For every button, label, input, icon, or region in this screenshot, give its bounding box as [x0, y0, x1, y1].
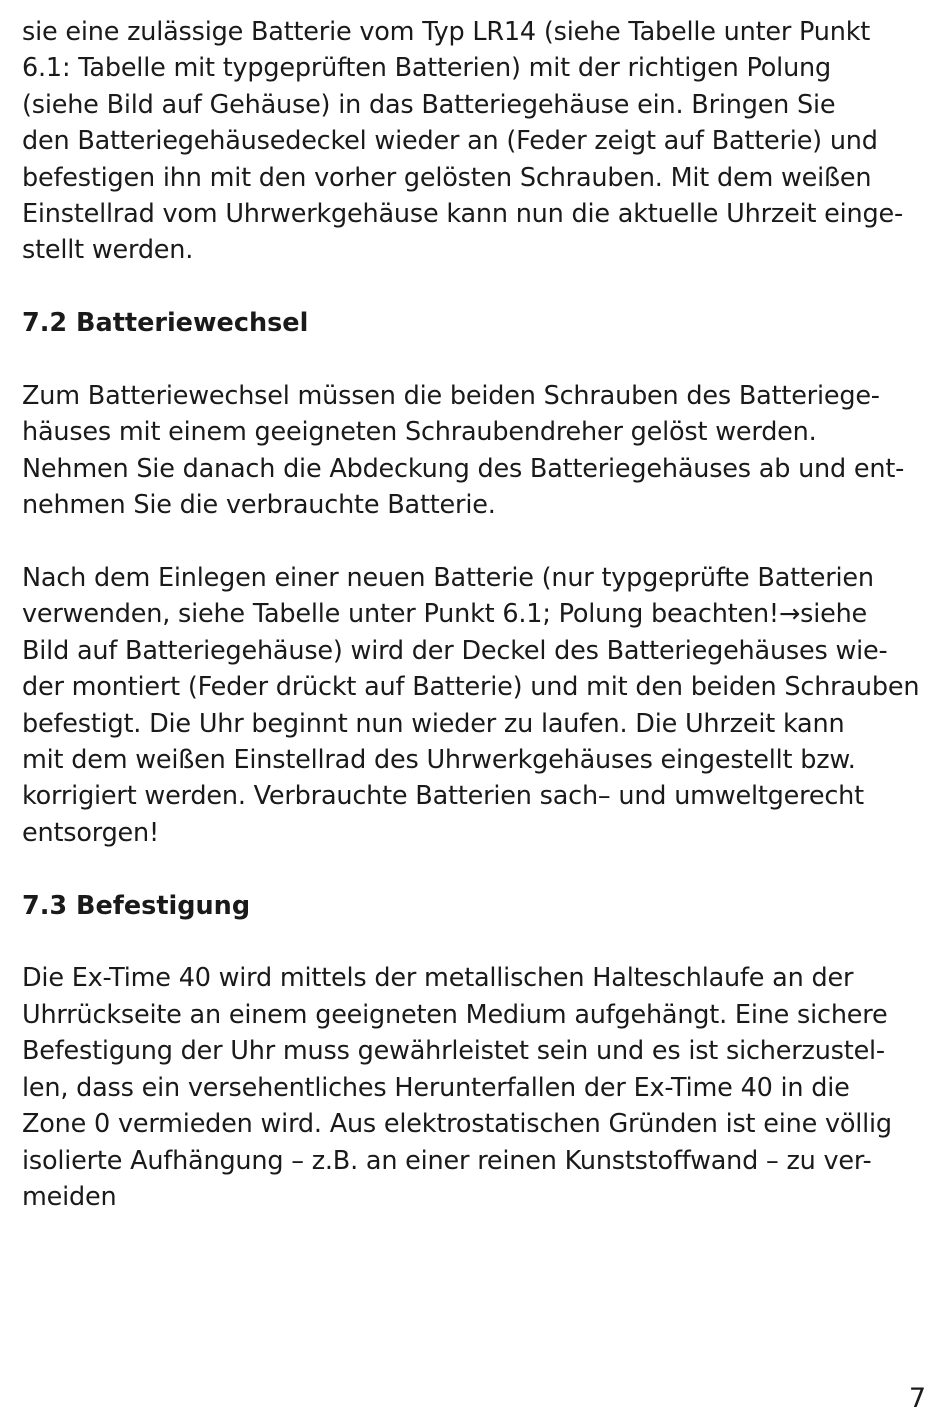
- text-line: Zum Batteriewechsel müssen die beiden Schrauben des Batteriege-: [22, 381, 880, 412]
- text-line: entsorgen!: [22, 817, 160, 848]
- text-line: Nehmen Sie danach die Abdeckung des Batteriegehäuses ab und ent-: [22, 453, 905, 484]
- text-line: stellt werden.: [22, 235, 194, 266]
- text-line: verwenden, siehe Tabelle unter Punkt 6.1; Polung beachten!→siehe: [22, 599, 868, 630]
- text-line: den Batteriegehäusedeckel wieder an (Feder zeigt auf Batterie) und: [22, 126, 878, 157]
- text-line: Bild auf Batteriegehäuse) wird der Deckel des Batteriegehäuses wie-: [22, 635, 888, 666]
- section-heading-battery-change: 7.2 Batteriewechsel: [22, 308, 309, 339]
- text-line: 6.1: Tabelle mit typgeprüften Batterien) mit der richtigen Polung: [22, 53, 831, 84]
- text-line: isolierte Aufhängung – z.B. an einer reinen Kunststoffwand – zu ver-: [22, 1145, 872, 1176]
- spacer: [22, 924, 937, 960]
- text-line: der montiert (Feder drückt auf Batterie) und mit den beiden Schrauben: [22, 672, 920, 703]
- spacer: [22, 342, 937, 378]
- battery-change-paragraph-1: [22, 378, 937, 524]
- battery-change-paragraph-2: [22, 560, 937, 851]
- text-line: Befestigung der Uhr muss gewährleistet sein und es ist sicherzustel-: [22, 1036, 885, 1067]
- text-line: meiden: [22, 1181, 117, 1212]
- text-line: sie eine zulässige Batterie vom Typ LR14 (siehe Tabelle unter Punkt: [22, 17, 871, 47]
- mounting-paragraph: [22, 960, 937, 1215]
- section-heading-mounting: 7.3 Befestigung: [22, 890, 251, 921]
- text-line: Die Ex-Time 40 wird mittels der metallischen Halteschlaufe an der: [22, 963, 854, 994]
- text-line: nehmen Sie die verbrauchte Batterie.: [22, 490, 496, 521]
- text-line: (siehe Bild auf Gehäuse) in das Batteriegehäuse ein. Bringen Sie: [22, 89, 836, 120]
- intro-paragraph: [22, 14, 937, 269]
- text-line: befestigt. Die Uhr beginnt nun wieder zu laufen. Die Uhrzeit kann: [22, 708, 845, 739]
- text-line: Einstellrad vom Uhrwerkgehäuse kann nun die aktuelle Uhrzeit einge-: [22, 199, 903, 230]
- text-line: mit dem weißen Einstellrad des Uhrwerkgehäuses eingestellt bzw.: [22, 745, 856, 776]
- text-line: korrigiert werden. Verbrauchte Batterien sach– und umweltgerecht: [22, 781, 864, 812]
- text-line: Uhrrückseite an einem geeigneten Medium aufgehängt. Eine sichere: [22, 999, 888, 1030]
- text-line: häuses mit einem geeigneten Schraubendreher gelöst werden.: [22, 417, 817, 448]
- spacer: [22, 851, 937, 887]
- text-line: Nach dem Einlegen einer neuen Batterie (nur typgeprüfte Batterien: [22, 563, 874, 594]
- spacer: [22, 269, 937, 305]
- text-line: Zone 0 vermieden wird. Aus elektrostatischen Gründen ist eine völlig: [22, 1109, 892, 1140]
- text-line: befestigen ihn mit den vorher gelösten Schrauben. Mit dem weißen: [22, 162, 872, 193]
- document-page: [22, 14, 937, 1215]
- spacer: [22, 524, 937, 560]
- page-number: 7: [908, 1383, 926, 1414]
- text-line: len, dass ein versehentliches Herunterfallen der Ex-Time 40 in die: [22, 1072, 850, 1103]
